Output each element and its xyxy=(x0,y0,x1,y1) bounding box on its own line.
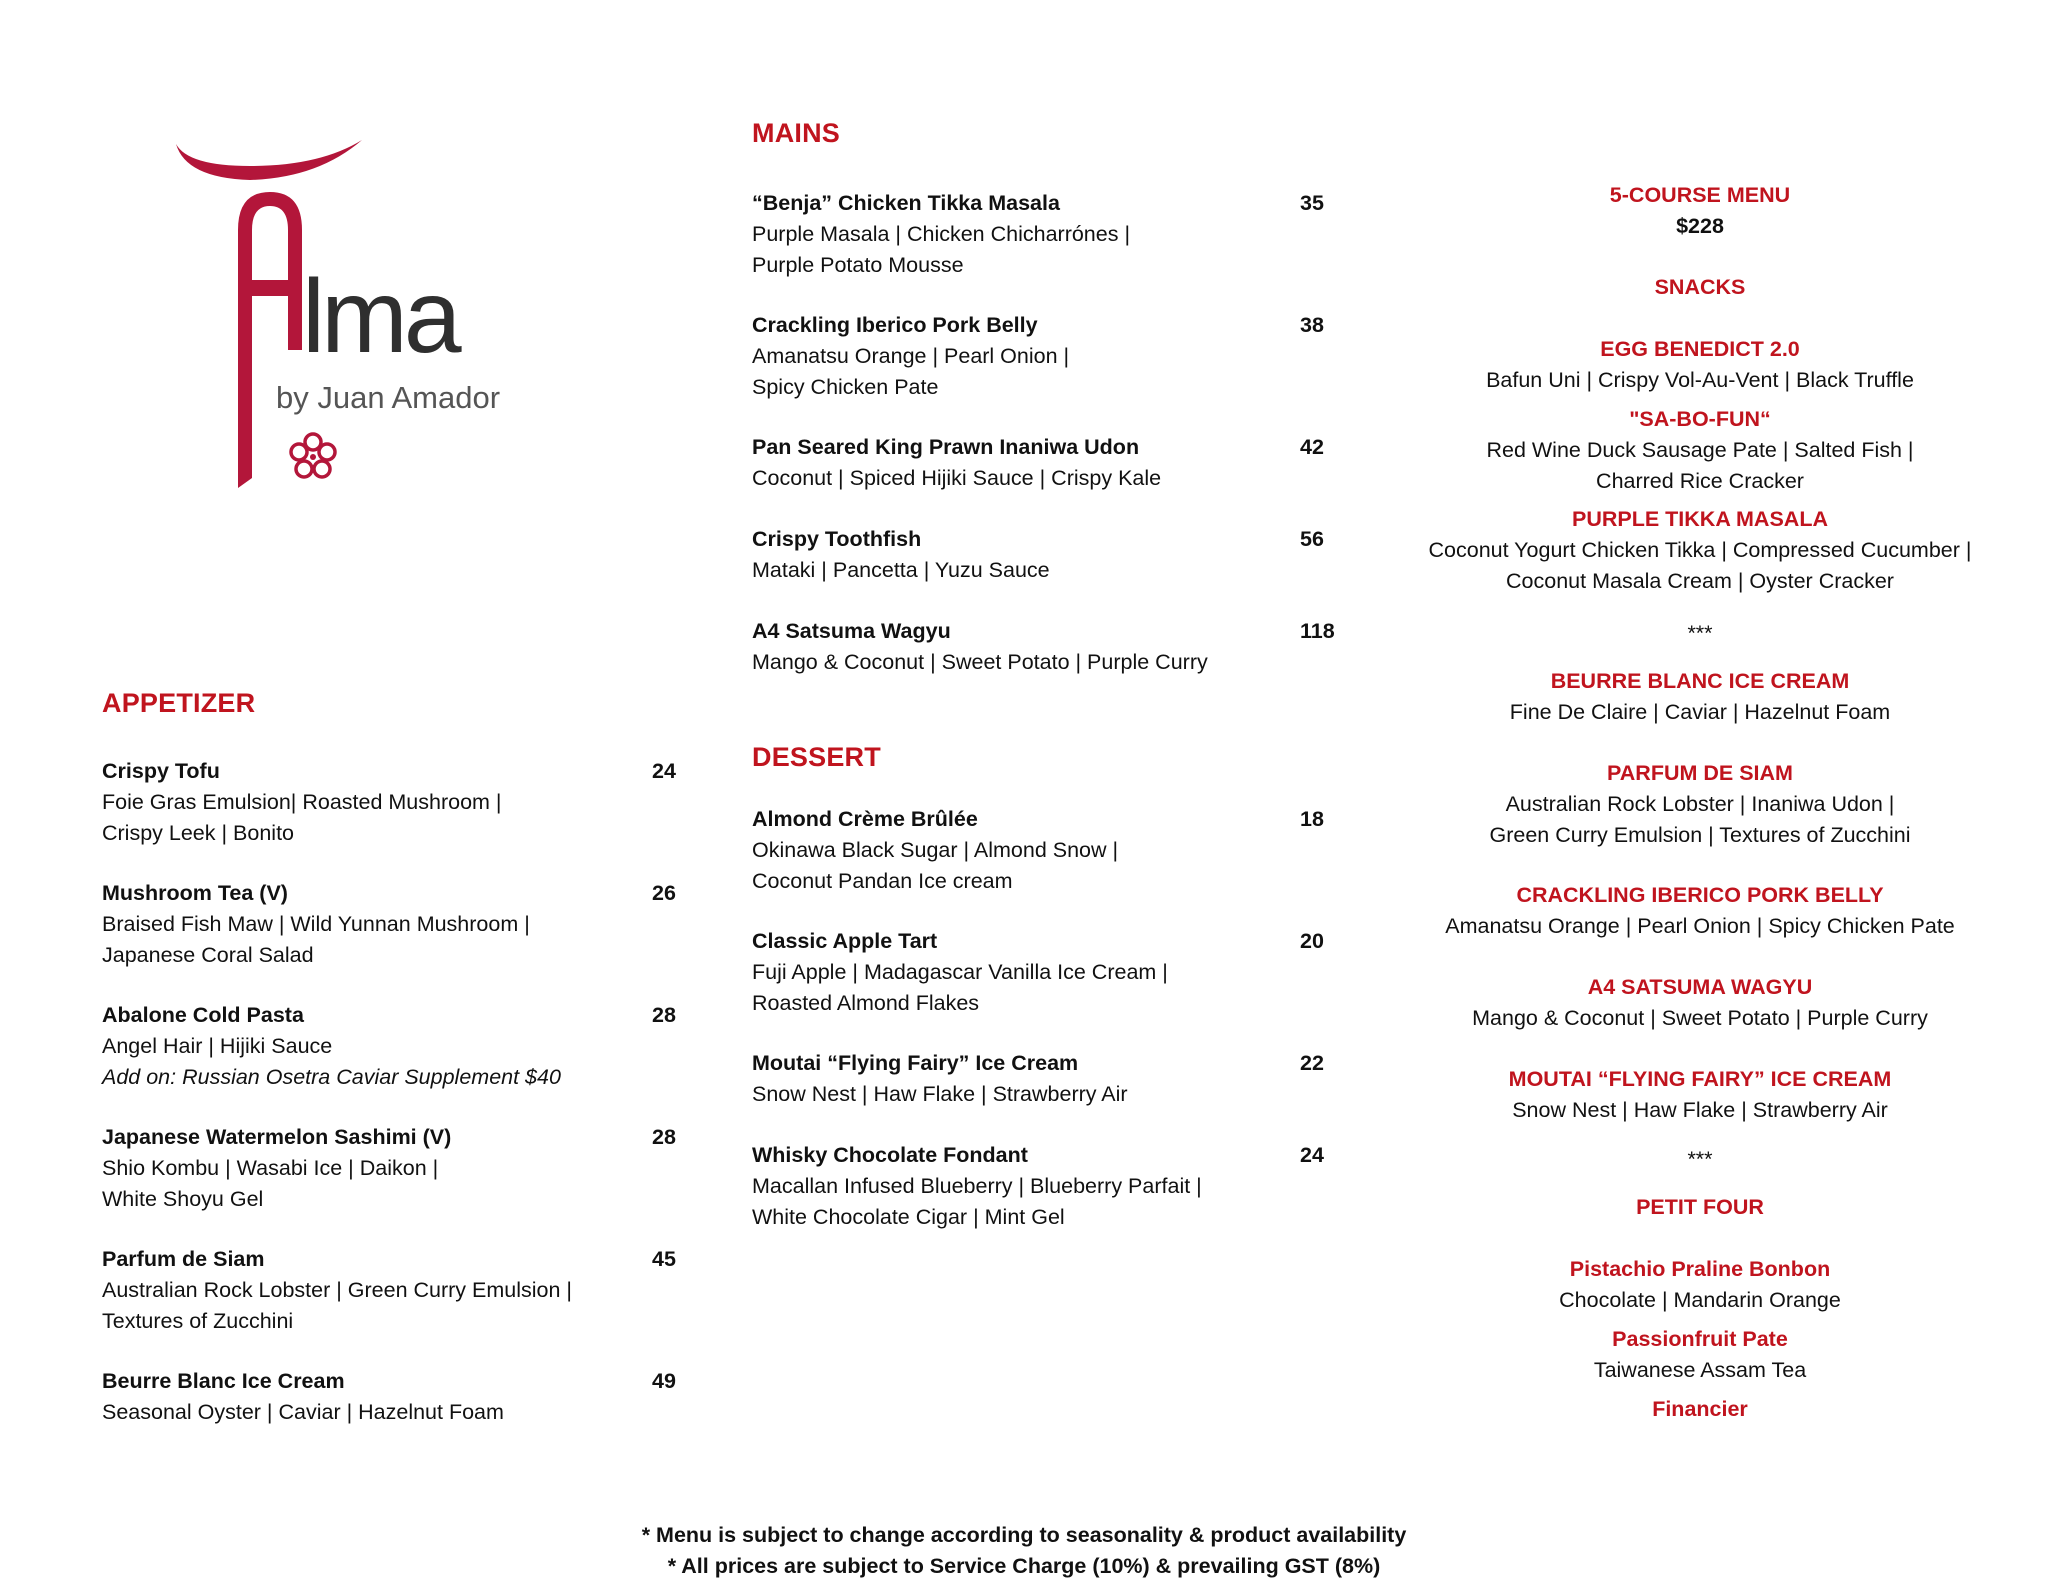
item-desc: Snow Nest | Haw Flake | Strawberry Air xyxy=(752,1082,1128,1106)
menu-item xyxy=(102,756,502,849)
item-name: “Benja” Chicken Tikka Masala xyxy=(752,191,1060,215)
menu-item xyxy=(102,878,530,971)
course-name: EGG BENEDICT 2.0 xyxy=(1600,337,1800,361)
footer-note-charges: * All prices are subject to Service Charge (10%) & prevailing GST (8%) xyxy=(667,1554,1381,1578)
item-name: Whisky Chocolate Fondant xyxy=(752,1143,1028,1167)
petit-four-name: Financier xyxy=(1652,1397,1748,1421)
item-price: 42 xyxy=(1300,435,1324,459)
menu-item xyxy=(102,1244,572,1337)
course-name: MOUTAI “FLYING FAIRY” ICE CREAM xyxy=(1508,1067,1892,1091)
tasting-course xyxy=(1380,972,2020,1034)
item-name: Classic Apple Tart xyxy=(752,929,938,953)
course-desc: Amanatsu Orange | Pearl Onion | Spicy Chicken Pate xyxy=(1445,914,1955,938)
item-desc-addon: Add on: Russian Osetra Caviar Supplement $40 xyxy=(102,1065,561,1089)
course-name: CRACKLING IBERICO PORK BELLY xyxy=(1516,883,1884,907)
item-price: 20 xyxy=(1300,929,1324,953)
tasting-course xyxy=(1380,504,2020,597)
item-price: 22 xyxy=(1300,1051,1324,1075)
item-desc: Mataki | Pancetta | Yuzu Sauce xyxy=(752,558,1050,582)
tasting-course xyxy=(1380,334,2020,396)
separator xyxy=(1380,1144,2020,1175)
petit-four-item xyxy=(1380,1324,2020,1386)
course-desc: Coconut Yogurt Chicken Tikka | Compressed Cucumber | xyxy=(1428,538,1972,562)
course-desc: Green Curry Emulsion | Textures of Zucchini xyxy=(1489,823,1911,847)
item-name: Moutai “Flying Fairy” Ice Cream xyxy=(752,1051,1079,1075)
tasting-course xyxy=(1380,666,2020,728)
petit-four-desc: Chocolate | Mandarin Orange xyxy=(1559,1288,1841,1312)
course-name: A4 SATSUMA WAGYU xyxy=(1587,975,1813,999)
menu-item xyxy=(752,188,1130,281)
item-name: A4 Satsuma Wagyu xyxy=(752,619,951,643)
item-price: 24 xyxy=(652,759,676,783)
item-name: Crackling Iberico Pork Belly xyxy=(752,313,1038,337)
menu-item xyxy=(752,310,1069,403)
tasting-header xyxy=(1380,180,2020,242)
item-desc: Braised Fish Maw | Wild Yunnan Mushroom | xyxy=(102,912,530,936)
tasting-course xyxy=(1380,1064,2020,1126)
tasting-course xyxy=(1380,404,2020,497)
menu-item xyxy=(102,1366,504,1428)
item-desc: Australian Rock Lobster | Green Curry Emulsion | xyxy=(102,1278,573,1302)
tasting-title: 5-COURSE MENU xyxy=(1609,183,1791,207)
item-desc: Mango & Coconut | Sweet Potato | Purple Curry xyxy=(752,650,1208,674)
item-name: Mushroom Tea (V) xyxy=(102,881,288,905)
menu-item xyxy=(752,524,1050,586)
separator xyxy=(1380,618,2020,649)
item-desc: Angel Hair | Hijiki Sauce xyxy=(102,1034,333,1058)
item-desc: Crispy Leek | Bonito xyxy=(102,821,295,845)
course-name: PURPLE TIKKA MASALA xyxy=(1571,507,1828,531)
course-desc: Australian Rock Lobster | Inaniwa Udon | xyxy=(1505,792,1895,816)
item-desc: Textures of Zucchini xyxy=(102,1309,294,1333)
item-desc: Japanese Coral Salad xyxy=(102,943,314,967)
item-desc: Spicy Chicken Pate xyxy=(752,375,939,399)
item-name: Almond Crème Brûlée xyxy=(752,807,978,831)
item-price: 35 xyxy=(1300,191,1324,215)
item-price: 45 xyxy=(652,1247,676,1271)
course-desc: Mango & Coconut | Sweet Potato | Purple Curry xyxy=(1472,1006,1928,1030)
course-name: PARFUM DE SIAM xyxy=(1607,761,1793,785)
item-desc: Purple Potato Mousse xyxy=(752,253,964,277)
course-desc: Snow Nest | Haw Flake | Strawberry Air xyxy=(1512,1098,1888,1122)
item-price: 28 xyxy=(652,1125,676,1149)
menu-item xyxy=(752,1140,1202,1233)
item-desc: Fuji Apple | Madagascar Vanilla Ice Cream | xyxy=(752,960,1168,984)
item-desc: Macallan Infused Blueberry | Blueberry Parfait | xyxy=(752,1174,1202,1198)
item-desc: Foie Gras Emulsion| Roasted Mushroom | xyxy=(102,790,502,814)
item-desc: Purple Masala | Chicken Chicharrónes | xyxy=(752,222,1131,246)
michelin-star-icon xyxy=(286,430,340,484)
item-price: 49 xyxy=(652,1369,676,1393)
item-desc: White Shoyu Gel xyxy=(102,1187,264,1211)
item-desc: Coconut | Spiced Hijiki Sauce | Crispy Kale xyxy=(752,466,1162,490)
menu-item xyxy=(752,1048,1128,1110)
logo-byline: by Juan Amador xyxy=(276,380,501,415)
item-price: 118 xyxy=(1300,619,1335,643)
item-price: 38 xyxy=(1300,313,1324,337)
petit-four-item xyxy=(1380,1254,2020,1316)
separator-stars: *** xyxy=(1687,621,1713,645)
footer-note-seasonality: * Menu is subject to change according to seasonality & product availability xyxy=(641,1523,1407,1547)
menu-item xyxy=(752,926,1168,1019)
item-desc: White Chocolate Cigar | Mint Gel xyxy=(752,1205,1065,1229)
course-desc: Red Wine Duck Sausage Pate | Salted Fish | xyxy=(1486,438,1914,462)
item-price: 28 xyxy=(652,1003,676,1027)
course-desc: Charred Rice Cracker xyxy=(1596,469,1804,493)
petit-four-title: PETIT FOUR xyxy=(1636,1195,1764,1219)
menu-item xyxy=(752,616,1208,678)
menu-item xyxy=(102,1122,451,1215)
item-price: 24 xyxy=(1300,1143,1324,1167)
tasting-price: $228 xyxy=(1676,214,1724,238)
course-name: "SA-BO-FUN“ xyxy=(1629,407,1771,431)
item-name: Parfum de Siam xyxy=(102,1247,265,1271)
petit-four-title-block xyxy=(1380,1192,2020,1223)
item-name: Japanese Watermelon Sashimi (V) xyxy=(102,1125,452,1149)
mains-title: MAINS xyxy=(752,118,840,148)
snacks-title-block xyxy=(1380,272,2020,303)
item-desc: Coconut Pandan Ice cream xyxy=(752,869,1013,893)
course-desc: Coconut Masala Cream | Oyster Cracker xyxy=(1506,569,1894,593)
petit-four-name: Pistachio Praline Bonbon xyxy=(1569,1257,1831,1281)
petit-four-name: Passionfruit Pate xyxy=(1612,1327,1788,1351)
item-name: Beurre Blanc Ice Cream xyxy=(102,1369,345,1393)
item-price: 18 xyxy=(1300,807,1324,831)
item-desc: Shio Kombu | Wasabi Ice | Daikon | xyxy=(102,1156,439,1180)
item-price: 26 xyxy=(652,881,676,905)
item-name: Pan Seared King Prawn Inaniwa Udon xyxy=(752,435,1140,459)
course-name: BEURRE BLANC ICE CREAM xyxy=(1550,669,1850,693)
menu-item xyxy=(102,1000,561,1093)
separator-stars: *** xyxy=(1687,1147,1713,1171)
menu-item xyxy=(752,804,1118,897)
petit-four-desc: Taiwanese Assam Tea xyxy=(1593,1358,1807,1382)
petit-four-item xyxy=(1380,1394,2020,1425)
snacks-title: SNACKS xyxy=(1654,275,1746,299)
tasting-course xyxy=(1380,758,2020,851)
item-name: Abalone Cold Pasta xyxy=(102,1003,304,1027)
course-desc: Bafun Uni | Crispy Vol-Au-Vent | Black Truffle xyxy=(1486,368,1914,392)
alma-logo xyxy=(170,130,530,500)
item-price: 56 xyxy=(1300,527,1324,551)
logo-lma: lma xyxy=(302,259,458,375)
appetizer-title: APPETIZER xyxy=(102,688,256,718)
item-desc: Roasted Almond Flakes xyxy=(752,991,980,1015)
tasting-course xyxy=(1380,880,2020,942)
item-desc: Seasonal Oyster | Caviar | Hazelnut Foam xyxy=(102,1400,504,1424)
menu-item xyxy=(752,432,1161,494)
item-name: Crispy Toothfish xyxy=(752,527,922,551)
item-desc: Okinawa Black Sugar | Almond Snow | xyxy=(752,838,1119,862)
course-desc: Fine De Claire | Caviar | Hazelnut Foam xyxy=(1509,700,1891,724)
dessert-title: DESSERT xyxy=(752,742,881,772)
item-name: Crispy Tofu xyxy=(102,759,220,783)
item-desc: Amanatsu Orange | Pearl Onion | xyxy=(752,344,1070,368)
